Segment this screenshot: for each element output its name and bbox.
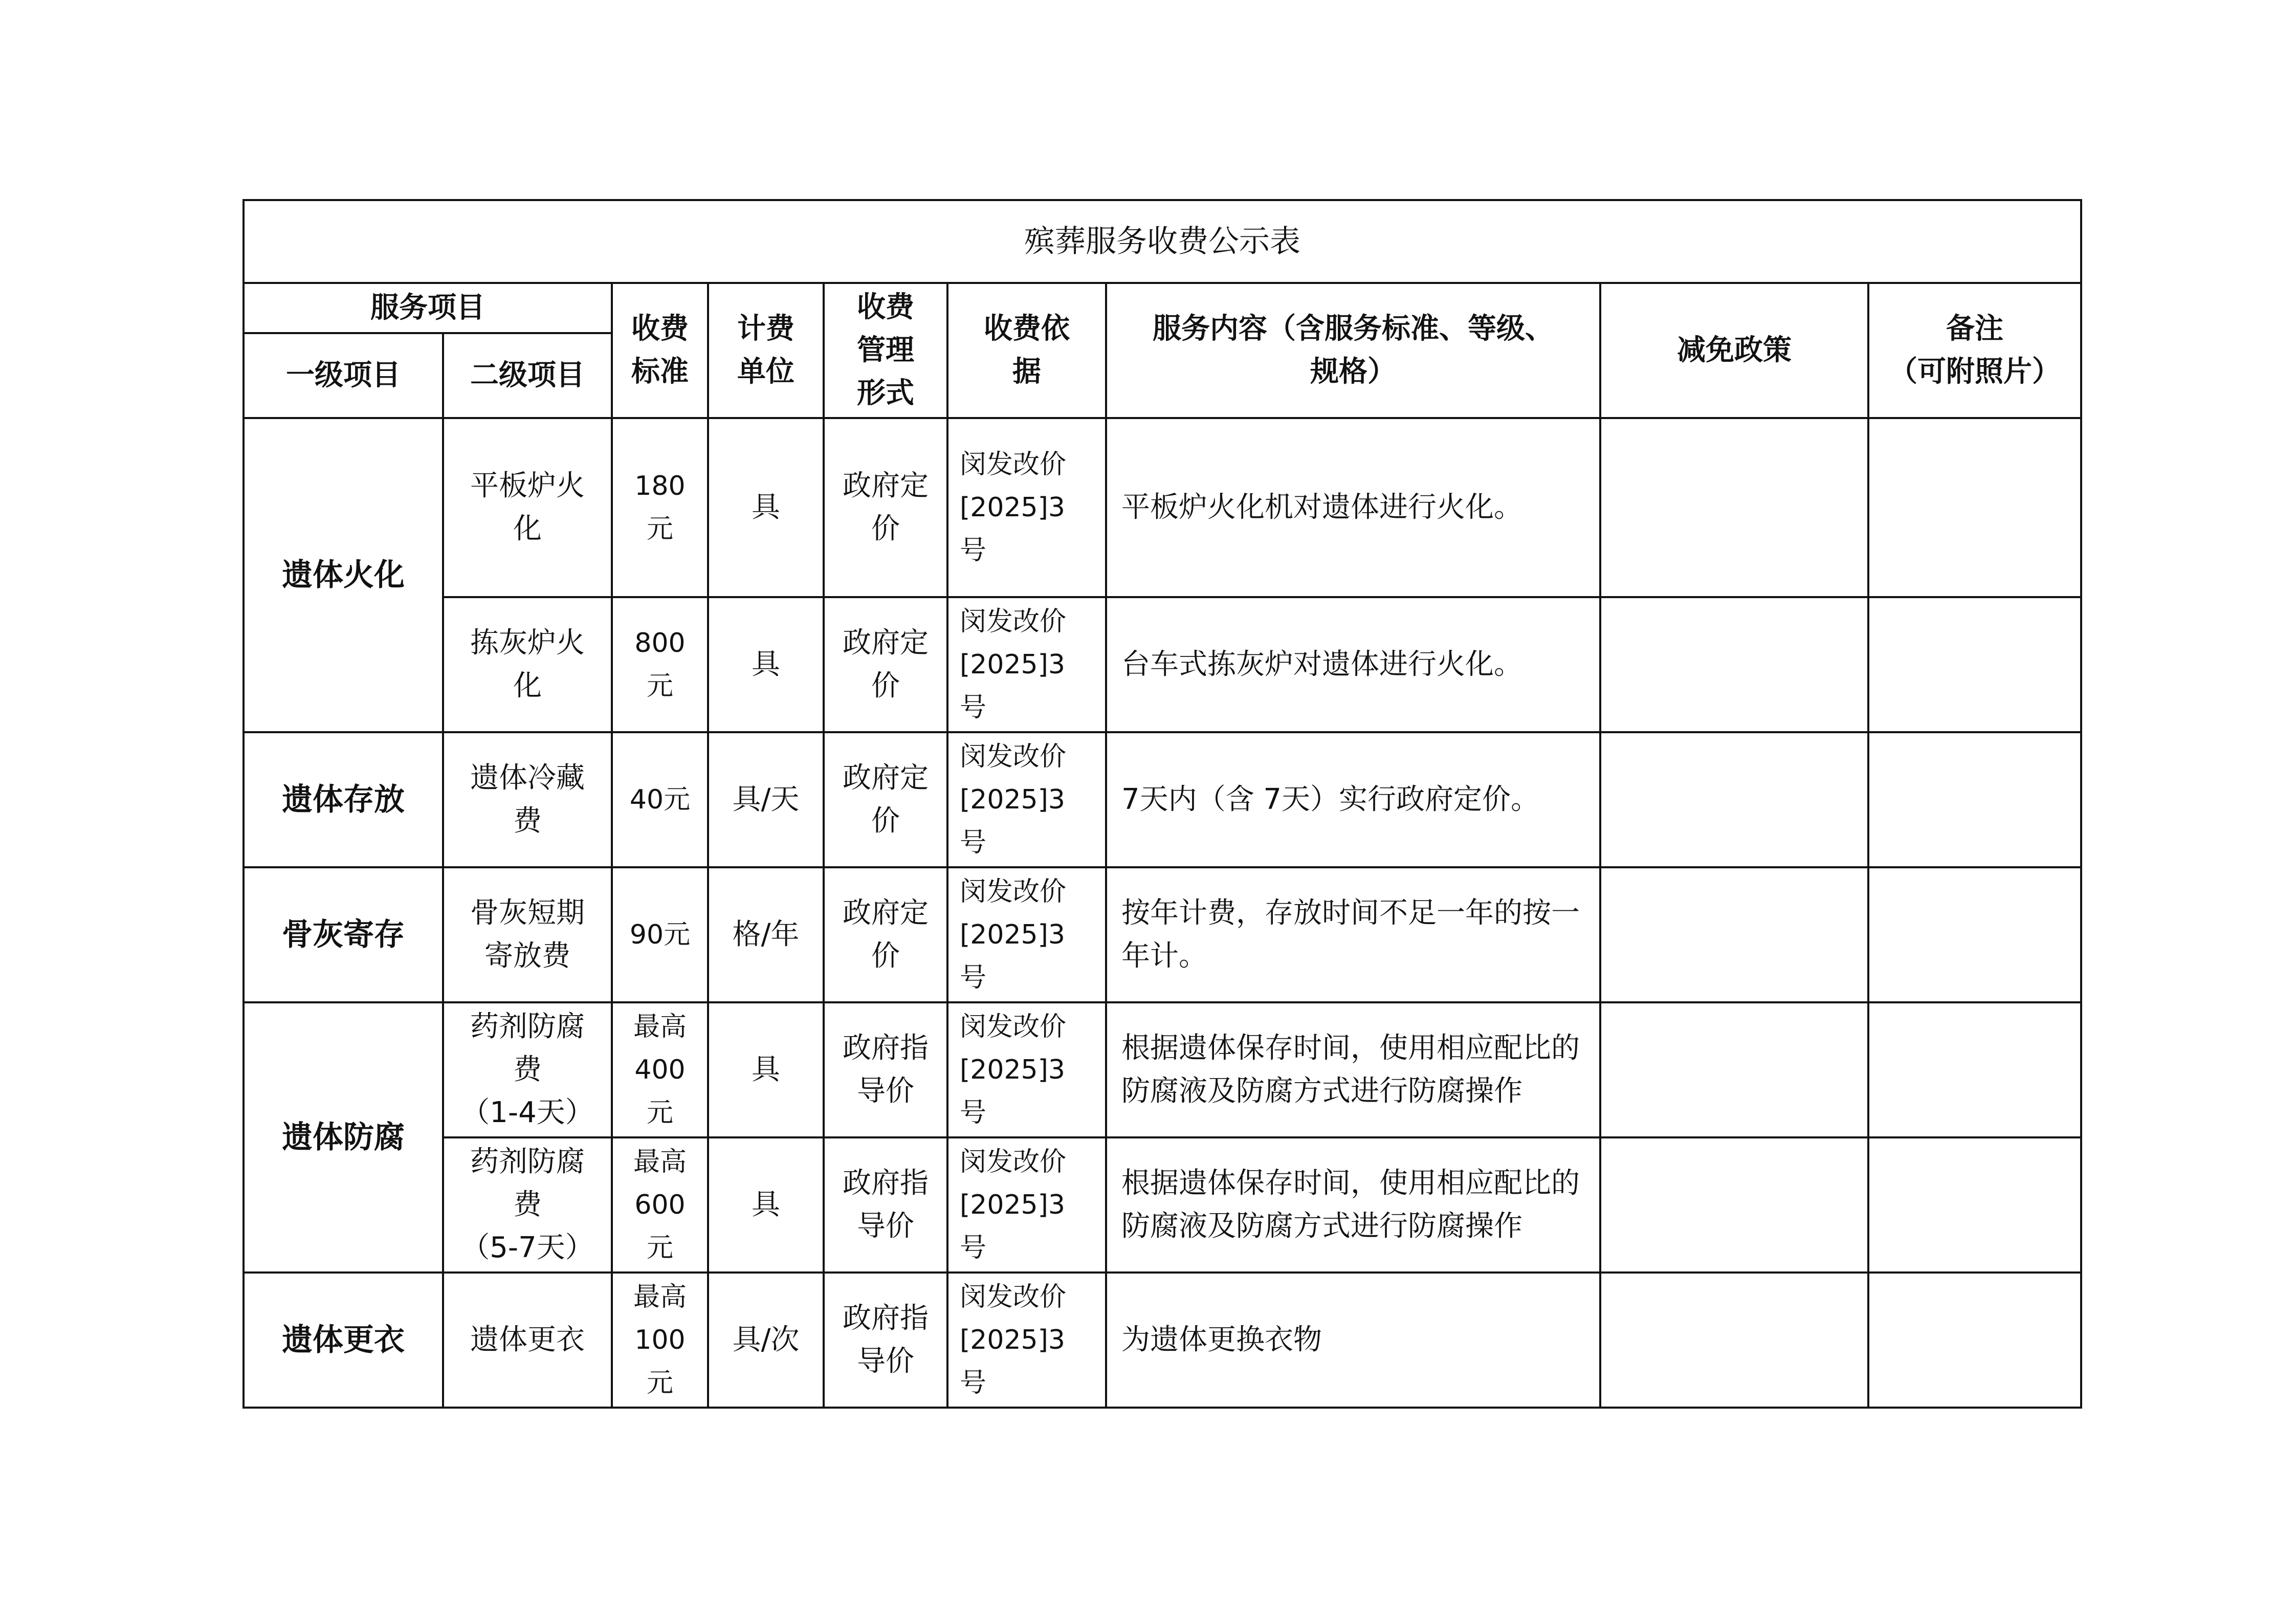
level1-cell: 遗体火化	[244, 418, 443, 732]
level2-cell: 拣灰炉火 化	[443, 597, 612, 732]
price-cell: 最高 100 元	[612, 1273, 708, 1408]
basis-cell: 闵发改价 [2025]3 号	[947, 418, 1106, 597]
header-basis: 收费依 据	[947, 283, 1106, 418]
price-cell: 最高 400 元	[612, 1002, 708, 1137]
basis-cell: 闵发改价 [2025]3 号	[947, 597, 1106, 732]
header-remark: 备注 （可附照片）	[1868, 283, 2081, 418]
management-cell: 政府指 导价	[824, 1002, 947, 1137]
unit-cell: 具	[708, 597, 824, 732]
management-cell: 政府定 价	[824, 418, 947, 597]
table-row	[244, 732, 2081, 867]
reduction-cell	[1600, 597, 1868, 732]
management-cell: 政府指 导价	[824, 1137, 947, 1273]
basis-cell: 闵发改价 [2025]3 号	[947, 732, 1106, 867]
price-cell: 90元	[612, 867, 708, 1002]
content-cell: 7天内（含 7天）实行政府定价。	[1106, 732, 1600, 867]
unit-cell: 具	[708, 418, 824, 597]
reduction-cell	[1600, 867, 1868, 1002]
level1-cell: 遗体更衣	[244, 1273, 443, 1408]
content-cell: 按年计费，存放时间不足一年的按一 年计。	[1106, 867, 1600, 1002]
basis-cell: 闵发改价 [2025]3 号	[947, 1002, 1106, 1137]
price-cell: 800 元	[612, 597, 708, 732]
fee-table	[242, 199, 2082, 1409]
unit-cell: 格/年	[708, 867, 824, 1002]
management-cell: 政府定 价	[824, 732, 947, 867]
reduction-cell	[1600, 732, 1868, 867]
management-cell: 政府定 价	[824, 867, 947, 1002]
remark-cell	[1868, 597, 2081, 732]
table-row	[244, 597, 2081, 732]
header-unit: 计费 单位	[708, 283, 824, 418]
level1-cell: 遗体防腐	[244, 1002, 443, 1273]
remark-cell	[1868, 1273, 2081, 1408]
basis-cell: 闵发改价 [2025]3 号	[947, 1137, 1106, 1273]
management-cell: 政府指 导价	[824, 1273, 947, 1408]
level2-cell: 药剂防腐 费 （5-7天）	[443, 1137, 612, 1273]
reduction-cell	[1600, 1137, 1868, 1273]
level2-cell: 遗体冷藏 费	[443, 732, 612, 867]
remark-cell	[1868, 418, 2081, 597]
reduction-cell	[1600, 1273, 1868, 1408]
table-title: 殡葬服务收费公示表	[244, 200, 2081, 283]
level2-cell: 药剂防腐 费 （1-4天）	[443, 1002, 612, 1137]
content-cell: 平板炉火化机对遗体进行火化。	[1106, 418, 1600, 597]
content-cell: 台车式拣灰炉对遗体进行火化。	[1106, 597, 1600, 732]
table-row	[244, 867, 2081, 1002]
unit-cell: 具/次	[708, 1273, 824, 1408]
basis-cell: 闵发改价 [2025]3 号	[947, 1273, 1106, 1408]
content-cell: 为遗体更换衣物	[1106, 1273, 1600, 1408]
table-row	[244, 1273, 2081, 1408]
price-cell: 180 元	[612, 418, 708, 597]
header-content: 服务内容（含服务标准、等级、 规格）	[1106, 283, 1600, 418]
header-service-items: 服务项目	[244, 283, 612, 333]
price-cell: 40元	[612, 732, 708, 867]
header-standard: 收费 标准	[612, 283, 708, 418]
header-level2: 二级项目	[443, 333, 612, 418]
unit-cell: 具	[708, 1137, 824, 1273]
remark-cell	[1868, 867, 2081, 1002]
management-cell: 政府定 价	[824, 597, 947, 732]
unit-cell: 具	[708, 1002, 824, 1137]
remark-cell	[1868, 732, 2081, 867]
header-reduction: 减免政策	[1600, 283, 1868, 418]
reduction-cell	[1600, 418, 1868, 597]
table-row	[244, 1137, 2081, 1273]
level2-cell: 遗体更衣	[443, 1273, 612, 1408]
unit-cell: 具/天	[708, 732, 824, 867]
price-cell: 最高 600 元	[612, 1137, 708, 1273]
header-management: 收费 管理 形式	[824, 283, 947, 418]
level2-cell: 平板炉火 化	[443, 418, 612, 597]
reduction-cell	[1600, 1002, 1868, 1137]
table-row	[244, 418, 2081, 597]
remark-cell	[1868, 1137, 2081, 1273]
basis-cell: 闵发改价 [2025]3 号	[947, 867, 1106, 1002]
level1-cell: 遗体存放	[244, 732, 443, 867]
table-row	[244, 1002, 2081, 1137]
level1-cell: 骨灰寄存	[244, 867, 443, 1002]
content-cell: 根据遗体保存时间，使用相应配比的 防腐液及防腐方式进行防腐操作	[1106, 1137, 1600, 1273]
remark-cell	[1868, 1002, 2081, 1137]
level2-cell: 骨灰短期 寄放费	[443, 867, 612, 1002]
content-cell: 根据遗体保存时间，使用相应配比的 防腐液及防腐方式进行防腐操作	[1106, 1002, 1600, 1137]
header-level1: 一级项目	[244, 333, 443, 418]
